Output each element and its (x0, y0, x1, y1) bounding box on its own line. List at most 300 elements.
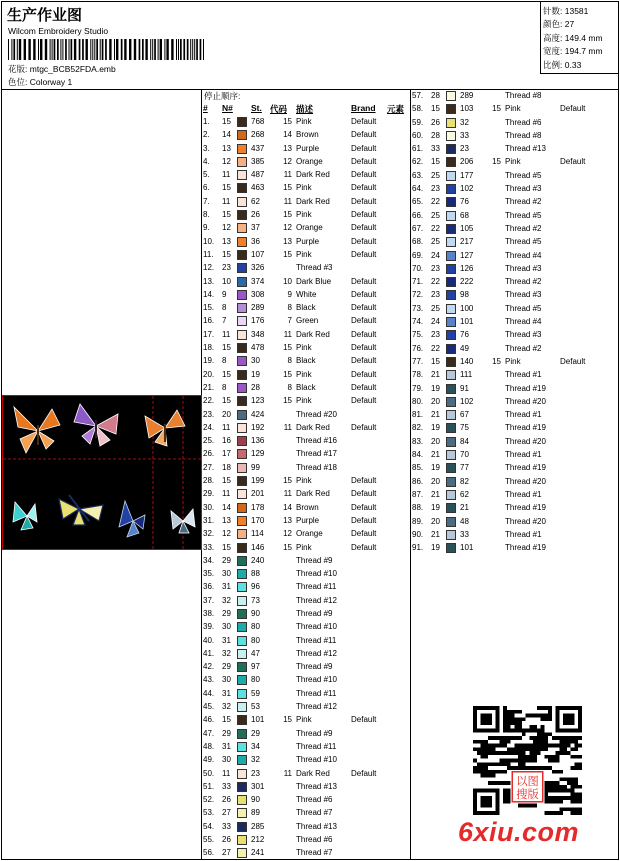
thread-row (411, 396, 620, 409)
needle-number: 15 (222, 343, 231, 353)
stitch-count: 111 (460, 370, 473, 380)
info-stitches: 针数: 13581 (543, 6, 589, 16)
color-code: 11 (283, 170, 292, 180)
stitch-count: 201 (251, 489, 265, 499)
color-swatch (237, 822, 247, 832)
thread-row (411, 196, 620, 209)
color-swatch (446, 410, 456, 420)
row-number: 38. (203, 608, 215, 618)
row-number: 26. (203, 449, 215, 459)
color-description: Thread #2 (505, 277, 542, 287)
needle-number: 23 (431, 184, 440, 194)
butterflies-preview-image (3, 396, 202, 550)
qr-code (473, 706, 582, 815)
color-description: Black (296, 356, 316, 366)
thread-row (202, 369, 411, 382)
color-swatch (237, 516, 247, 526)
stitch-count: 478 (251, 343, 265, 353)
color-swatch (237, 848, 247, 858)
thread-row (202, 515, 411, 528)
stitch-count: 103 (460, 104, 474, 114)
color-description: Thread #4 (505, 250, 542, 260)
thread-brand: Default (351, 343, 377, 353)
thread-brand: Default (560, 157, 586, 167)
color-description: Dark Red (296, 170, 330, 180)
stitch-count: 28 (251, 382, 260, 392)
needle-number: 30 (222, 622, 231, 632)
thread-brand: Default (351, 130, 377, 140)
info-width: 宽度: 194.7 mm (543, 46, 603, 57)
color-description: Thread #3 (505, 290, 542, 300)
needle-number: 31 (222, 582, 231, 592)
color-description: Thread #2 (505, 223, 542, 233)
needle-number: 23 (431, 330, 440, 340)
thread-brand: Default (351, 303, 377, 313)
thread-brand: Default (351, 289, 377, 299)
col-header-n: N# (222, 103, 233, 113)
needle-number: 21 (431, 370, 440, 380)
thread-row (411, 449, 620, 462)
row-number: 27. (203, 462, 215, 472)
needle-number: 15 (222, 396, 231, 406)
needle-number: 21 (431, 450, 440, 460)
color-description: Green (296, 316, 319, 326)
color-swatch (446, 118, 456, 128)
color-description: Dark Red (296, 768, 330, 778)
color-description: Pink (505, 356, 521, 366)
color-description: Pink (505, 157, 521, 167)
needle-number: 14 (222, 502, 231, 512)
thread-row (411, 476, 620, 489)
needle-number: 29 (222, 555, 231, 565)
thread-row (202, 315, 411, 328)
thread-row (411, 156, 620, 169)
stitch-count: 70 (460, 450, 469, 460)
thread-row (411, 316, 620, 329)
table-header (202, 103, 411, 115)
stitch-count: 268 (251, 130, 265, 140)
thread-brand: Default (351, 249, 377, 259)
needle-number: 19 (431, 383, 440, 393)
needle-number: 24 (431, 250, 440, 260)
row-number: 1. (203, 117, 210, 126)
thread-row (202, 568, 411, 581)
row-number: 78. (412, 370, 424, 380)
stitch-count: 59 (251, 688, 260, 698)
needle-number: 22 (431, 277, 440, 287)
row-number: 11. (203, 249, 214, 259)
row-number: 10. (203, 236, 215, 246)
needle-number: 31 (222, 635, 231, 645)
row-number: 44. (203, 688, 215, 698)
color-description: Thread #13 (505, 144, 546, 154)
thread-row (411, 303, 620, 316)
color-description: Pink (296, 183, 312, 193)
row-number: 4. (203, 156, 210, 166)
color-description: Purple (296, 236, 320, 246)
color-swatch (237, 410, 247, 420)
thread-row (411, 276, 620, 289)
row-number: 7. (203, 196, 210, 206)
row-number: 82. (412, 423, 424, 433)
color-swatch (237, 476, 247, 486)
color-swatch (446, 144, 456, 154)
color-description: Thread #3 (505, 330, 542, 340)
color-description: Thread #2 (505, 343, 542, 353)
needle-number: 11 (222, 196, 231, 206)
row-number: 5. (203, 170, 210, 180)
thread-row (411, 502, 620, 515)
row-number: 30. (203, 502, 215, 512)
thread-brand: Default (351, 170, 377, 180)
stitch-count: 424 (251, 409, 265, 419)
needle-number: 33 (431, 144, 440, 154)
needle-number: 15 (222, 249, 231, 259)
row-number: 84. (412, 450, 424, 460)
color-code: 13 (283, 236, 292, 246)
row-number: 85. (412, 463, 424, 473)
stitch-count: 487 (251, 170, 265, 180)
thread-brand: Default (351, 210, 377, 220)
thread-brand: Default (351, 329, 377, 339)
row-number: 53. (203, 808, 215, 818)
stitch-count: 285 (251, 821, 265, 831)
needle-number: 8 (222, 356, 227, 366)
row-number: 58. (412, 104, 424, 114)
row-number: 90. (412, 529, 424, 539)
row-number: 52. (203, 795, 215, 805)
color-swatch (446, 184, 456, 194)
row-number: 36. (203, 582, 215, 592)
stitch-count: 80 (251, 635, 260, 645)
design-preview (2, 395, 202, 550)
colorway-name: Colorway 1 (29, 77, 73, 87)
color-description: Thread #19 (505, 383, 546, 393)
color-description: Thread #20 (296, 409, 337, 419)
row-number: 79. (412, 383, 424, 393)
color-swatch (237, 144, 247, 154)
stitch-count: 217 (460, 237, 474, 247)
color-swatch (237, 130, 247, 140)
color-description: Thread #20 (505, 516, 546, 526)
thread-row (202, 156, 411, 169)
design-file-name: mtgc_BCB52FDA.emb (29, 64, 116, 74)
stitch-count: 91 (460, 383, 469, 393)
stitch-count: 26 (251, 210, 260, 220)
thread-brand: Default (351, 515, 377, 525)
stitch-count: 48 (460, 516, 469, 526)
thread-row (202, 462, 411, 475)
row-number: 45. (203, 702, 215, 712)
col-header-desc: 描述 (296, 104, 314, 114)
stitch-count: 463 (251, 183, 265, 193)
color-description: Pink (296, 542, 312, 552)
needle-number: 22 (431, 343, 440, 353)
needle-number: 11 (222, 170, 231, 180)
row-number: 88. (412, 503, 424, 513)
needle-number: 23 (222, 263, 231, 273)
needle-number: 19 (431, 503, 440, 513)
color-swatch (446, 503, 456, 513)
needle-number: 11 (222, 422, 231, 432)
color-swatch (237, 742, 247, 752)
stitch-count: 88 (251, 569, 260, 579)
color-swatch (237, 197, 247, 207)
needle-number: 29 (222, 728, 231, 738)
color-description: Black (296, 382, 316, 392)
color-swatch (446, 543, 456, 553)
stitch-count: 23 (460, 144, 469, 154)
color-description: Thread #5 (505, 170, 542, 180)
needle-number: 22 (431, 197, 440, 207)
stitch-count: 289 (460, 91, 474, 100)
color-description: Black (296, 303, 316, 313)
thread-row (411, 143, 620, 156)
color-description: Brown (296, 502, 319, 512)
needle-number: 32 (222, 648, 231, 658)
stitch-count: 176 (251, 316, 265, 326)
color-swatch (237, 436, 247, 446)
thread-row (202, 741, 411, 754)
thread-row (411, 369, 620, 382)
color-code: 15 (283, 542, 292, 552)
needle-number: 15 (222, 542, 231, 552)
needle-number: 16 (222, 436, 231, 446)
needle-number: 25 (431, 210, 440, 220)
needle-number: 15 (222, 369, 231, 379)
col-header-no: # (203, 103, 208, 113)
color-code: 14 (283, 130, 292, 140)
thread-row (411, 516, 620, 529)
color-swatch (237, 622, 247, 632)
needle-number: 19 (431, 463, 440, 473)
color-code: 9 (287, 289, 292, 299)
stitch-count: 49 (460, 343, 469, 353)
row-number: 21. (203, 382, 215, 392)
thread-brand: Default (351, 396, 377, 406)
thread-row (411, 236, 620, 249)
thread-brand: Default (351, 489, 377, 499)
row-number: 60. (412, 130, 424, 140)
thread-row (202, 342, 411, 355)
needle-number: 15 (222, 117, 231, 126)
stitch-count: 29 (251, 728, 260, 738)
row-number: 37. (203, 595, 215, 605)
thread-row (202, 502, 411, 515)
color-swatch (446, 171, 456, 181)
stitch-count: 67 (460, 410, 469, 420)
production-sheet (1, 1, 619, 860)
stitch-count: 206 (460, 157, 474, 167)
color-description: Thread #9 (296, 728, 333, 738)
color-description: Thread #4 (505, 317, 542, 327)
thread-brand: Default (351, 382, 377, 392)
color-swatch (446, 251, 456, 261)
row-number: 48. (203, 741, 215, 751)
thread-row (202, 209, 411, 222)
stitch-count: 19 (251, 369, 260, 379)
color-description: Thread #11 (296, 688, 337, 698)
thread-brand: Default (351, 156, 377, 166)
thread-brand: Default (351, 356, 377, 366)
thread-brand: Default (351, 768, 377, 778)
color-swatch (446, 397, 456, 407)
stitch-count: 102 (460, 396, 474, 406)
thread-row (202, 648, 411, 661)
thread-row (202, 422, 411, 435)
row-number: 2. (203, 130, 210, 140)
thread-row (202, 395, 411, 408)
color-swatch (237, 582, 247, 592)
color-swatch (237, 755, 247, 765)
color-swatch (446, 290, 456, 300)
thread-row (202, 409, 411, 422)
row-number: 42. (203, 662, 215, 672)
row-number: 29. (203, 489, 215, 499)
stitch-count: 73 (251, 595, 260, 605)
color-swatch (237, 489, 247, 499)
color-code: 12 (283, 156, 292, 166)
thread-row (202, 688, 411, 701)
needle-number: 12 (222, 529, 231, 539)
stitch-count: 23 (251, 768, 260, 778)
color-swatch (237, 649, 247, 659)
row-number: 61. (412, 144, 424, 154)
color-swatch (446, 157, 456, 167)
thread-row (202, 116, 411, 129)
color-description: Pink (296, 715, 312, 725)
needle-number: 20 (431, 436, 440, 446)
color-code: 15 (283, 343, 292, 353)
stitch-count: 80 (251, 622, 260, 632)
stitch-count: 80 (251, 675, 260, 685)
stitch-count: 326 (251, 263, 265, 273)
color-description: Thread #11 (296, 741, 337, 751)
stitch-count: 76 (460, 197, 469, 207)
qr-stamp-bottom: 搜版 (516, 788, 539, 802)
row-number: 23. (203, 409, 215, 419)
color-swatch (237, 303, 247, 313)
stitch-count: 99 (251, 462, 260, 472)
thread-row (202, 196, 411, 209)
color-swatch (237, 662, 247, 672)
row-number: 43. (203, 675, 215, 685)
row-number: 15. (203, 303, 215, 313)
row-number: 55. (203, 835, 215, 845)
color-code: 15 (283, 369, 292, 379)
row-number: 40. (203, 635, 215, 645)
needle-number: 30 (222, 755, 231, 765)
color-swatch (237, 795, 247, 805)
row-number: 17. (203, 329, 215, 339)
thread-brand: Default (351, 143, 377, 153)
stitch-count: 90 (251, 795, 260, 805)
stitch-count: 37 (251, 223, 260, 233)
color-description: Thread #8 (505, 130, 542, 140)
thread-row (411, 529, 620, 542)
sheet-header (2, 2, 618, 90)
row-number: 67. (412, 223, 424, 233)
color-description: Thread #19 (505, 423, 546, 433)
color-swatch (237, 223, 247, 233)
thread-row (202, 714, 411, 727)
color-description: Thread #3 (296, 263, 333, 273)
row-number: 50. (203, 768, 215, 778)
thread-row (202, 143, 411, 156)
needle-number: 26 (222, 835, 231, 845)
row-number: 9. (203, 223, 210, 233)
color-swatch (237, 463, 247, 473)
color-description: Thread #13 (296, 781, 337, 791)
needle-number: 20 (431, 516, 440, 526)
color-description: Thread #12 (296, 648, 337, 658)
stitch-count: 77 (460, 463, 469, 473)
color-description: Orange (296, 156, 323, 166)
design-file-line (8, 63, 116, 75)
thread-brand: Default (351, 196, 377, 206)
thread-row (411, 117, 620, 130)
stitch-count: 53 (251, 702, 260, 712)
row-number: 51. (203, 781, 215, 791)
needle-number: 15 (222, 715, 231, 725)
stitch-count: 170 (251, 515, 265, 525)
color-code: 11 (283, 489, 292, 499)
preview-column (2, 90, 202, 860)
color-swatch (237, 277, 247, 287)
color-description: Pink (505, 104, 521, 114)
thread-row (202, 635, 411, 648)
row-number: 54. (203, 821, 215, 831)
color-description: Pink (296, 369, 312, 379)
color-swatch (237, 316, 247, 326)
color-swatch (237, 343, 247, 353)
color-swatch (237, 808, 247, 818)
thread-row (202, 768, 411, 781)
color-description: Pink (296, 396, 312, 406)
color-swatch (446, 490, 456, 500)
thread-row (202, 289, 411, 302)
color-description: Thread #10 (296, 755, 337, 765)
needle-number: 29 (222, 608, 231, 618)
col-header-code: 代码 (270, 104, 288, 114)
stitch-count: 136 (251, 436, 265, 446)
thread-row (411, 383, 620, 396)
color-description: Thread #1 (505, 450, 542, 460)
row-number: 73. (412, 303, 424, 313)
stitch-count: 177 (460, 170, 474, 180)
thread-row (411, 422, 620, 435)
color-swatch (237, 835, 247, 845)
thread-row (202, 821, 411, 834)
thread-row (202, 382, 411, 395)
needle-number: 9 (222, 289, 227, 299)
stitch-count: 100 (460, 303, 474, 313)
row-number: 71. (412, 277, 424, 287)
needle-number: 8 (222, 382, 227, 392)
needle-number: 13 (222, 143, 231, 153)
color-swatch (446, 477, 456, 487)
color-description: Brown (296, 130, 319, 140)
row-number: 39. (203, 622, 215, 632)
stitch-count: 34 (251, 741, 260, 751)
color-swatch (446, 384, 456, 394)
thread-row (202, 236, 411, 249)
stitch-count: 178 (251, 502, 265, 512)
color-swatch (237, 290, 247, 300)
row-number: 18. (203, 343, 215, 353)
row-number: 89. (412, 516, 424, 526)
thread-brand: Default (351, 369, 377, 379)
